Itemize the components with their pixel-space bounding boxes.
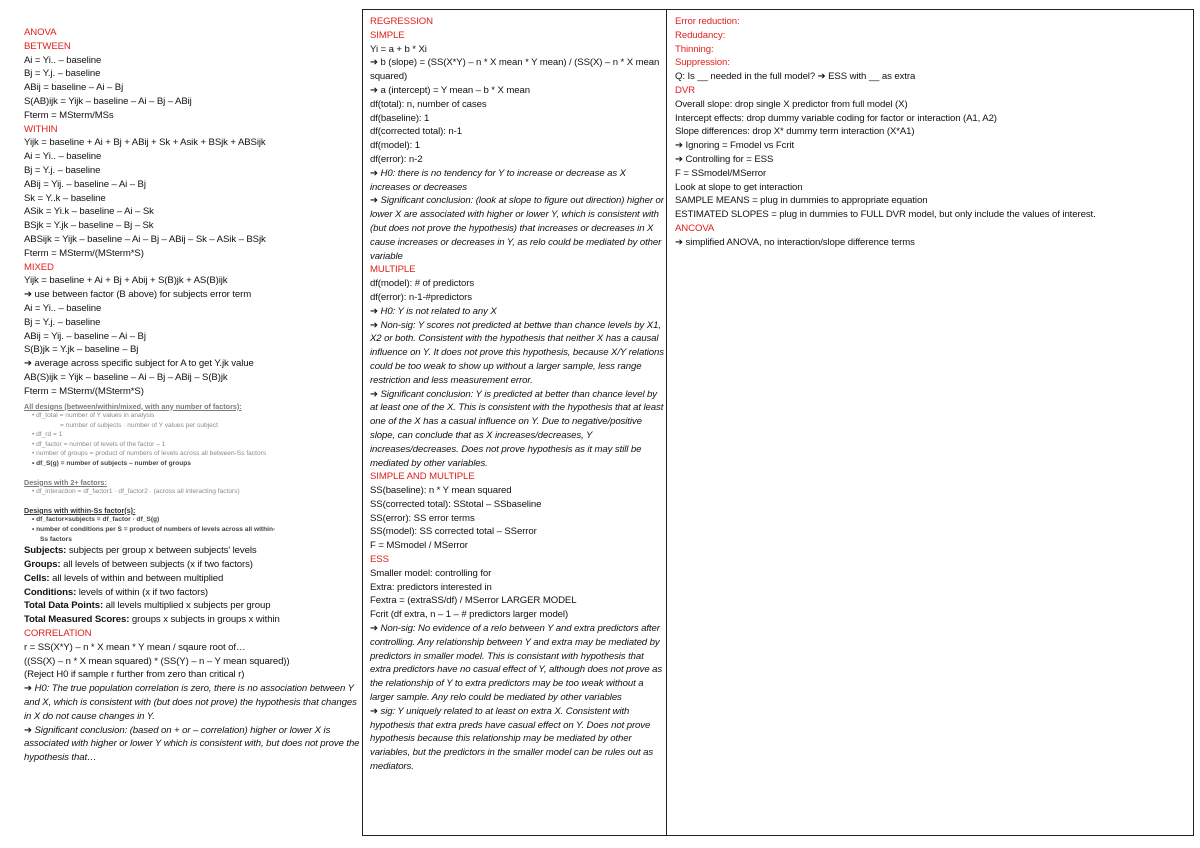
heading-anova: ANOVA: [24, 27, 57, 38]
formula-line: Bj = Y.j. – baseline: [24, 68, 101, 80]
question-line: Q: Is __ needed in the full model? ➔ ESS with __ as extra: [675, 71, 916, 83]
heading-suppression: Suppression:: [675, 57, 730, 69]
formula-line: ➔ Ignoring = Fmodel vs Fcrit: [675, 140, 795, 152]
df-line: • number of conditions per S = product of numbers of levels across all within-: [32, 526, 276, 534]
formula-line: Intercept effects: drop dummy variable coding for factor or interaction (A1, A2): [675, 112, 997, 124]
definition-line: Groups: all levels of between subjects (x if two factors): [24, 559, 253, 571]
definition-line: Conditions: levels of within (x if two factors): [24, 586, 209, 598]
formula-line: Yi = a + b * Xi: [370, 43, 427, 55]
formula-line: ➔ Controlling for = ESS: [675, 153, 774, 165]
heading-dvr: DVR: [675, 84, 695, 96]
formula-line: SAMPLE MEANS = plug in dummies to appropriate equation: [675, 195, 928, 207]
definition-line: Cells: all levels of within and between multiplied: [24, 572, 224, 584]
formula-line: df(error): n-2: [370, 153, 423, 165]
formula-line: SS(model): SS corrected total – SSerror: [370, 526, 537, 538]
formula-line: Bj = Y.j. – baseline: [24, 316, 101, 328]
formula-line: Ai = Yi.. – baseline: [24, 54, 102, 66]
formula-line: ➔ simplified ANOVA, no interaction/slope difference terms: [675, 236, 915, 248]
formula-line: Fextra = (extraSS/df) / MSerror LARGER MODEL: [370, 595, 577, 607]
df-line: • df_factor×subjects = df_factor · df_S(g): [32, 516, 160, 524]
ess-nonsig-paragraph: ➔ Non-sig: No evidence of a relo between Y and extra predictors after controlling. Any relationship between Y and extra may be mediated by predictors in smaller model. This is consistant with hypothesis that extra predictors have no casual effect of Y, although does not prove as the relationship of Y to extra predictors may be too weak without a larger sample. Any relo could be mediated by other variables: [370, 623, 663, 704]
column-dvr: [667, 9, 1194, 836]
corr-h0-paragraph: ➔ H0: The true population correlation is zero, there is no association between Y and X, which is consistent with (but does not prove) the hypothesis that changes in X do not cause changes in Y.: [24, 683, 357, 722]
formula-line: Extra: predictors interested in: [370, 581, 492, 593]
formula-line: ABij = Yij. – baseline – Ai – Bj: [24, 178, 146, 190]
formula-line: Smaller model: controlling for: [370, 567, 492, 579]
multiple-h0-paragraph: ➔ H0: Y is not related to any X: [370, 305, 497, 317]
multiple-nonsig-paragraph: ➔ Non-sig: Y scores not predicted at bettwe than chance levels by X1, X2 or both. Consistent with the hypothesis that neither X has a causal influence on Y. It does not prove this hypothesis, because X/Y relations could be too weak to show up without a larger sample, less range restriction and less measurement error.: [370, 319, 664, 386]
formula-line: ((SS(X) – n * X mean squared) * (SS(Y) – n – Y mean squared)): [24, 655, 290, 667]
formula-line: Ai = Yi.. – baseline: [24, 302, 102, 314]
column-anova: [24, 26, 362, 765]
heading-simple: SIMPLE: [370, 29, 405, 41]
formula-line: Ai = Yi.. – baseline: [24, 151, 102, 163]
formula-line: Sk = Y..k – baseline: [24, 192, 106, 204]
heading-regression: REGRESSION: [370, 16, 433, 27]
df-line: • number of groups = product of numbers of levels across all between-Ss factors: [32, 450, 267, 458]
formula-line: ABSijk = Yijk – baseline – Ai – Bj – ABij – Sk – ASik – BSjk: [24, 233, 266, 245]
formula-line: SS(baseline): n * Y mean squared: [370, 485, 512, 497]
formula-line: ABij = Yij. – baseline – Ai – Bj: [24, 330, 146, 342]
column-regression: [362, 9, 667, 836]
formula-line: ASik = Yi.k – baseline – Ai – Sk: [24, 206, 154, 218]
formula-line: AB(S)ijk = Yijk – baseline – Ai – Bj – ABij – S(B)jk: [24, 371, 228, 383]
heading-ess: ESS: [370, 554, 389, 566]
formula-line: Fterm = MSterm/MSs: [24, 109, 114, 121]
df-line: • df_interaction = df_factor1 · df_factor2 · (across all interacting factors): [32, 488, 240, 496]
formula-line: Overall slope: drop single X predictor from full model (X): [675, 98, 908, 110]
df-two-factor-title: Designs with 2+ factors:: [24, 477, 107, 487]
formula-line: df(baseline): 1: [370, 112, 430, 124]
definition-line: Subjects: subjects per group x between subjects' levels: [24, 545, 257, 557]
heading-mixed: MIXED: [24, 261, 54, 273]
heading-multiple: MULTIPLE: [370, 264, 416, 276]
formula-line: ➔ b (slope) = (SS(X*Y) – n * X mean * Y mean) / (SS(X) – n * X mean squared): [370, 57, 660, 83]
heading-within: WITHIN: [24, 123, 58, 135]
formula-line: BSjk = Y.jk – baseline – Bj – Sk: [24, 220, 154, 232]
formula-line: F = SSmodel/MSerror: [675, 167, 767, 179]
formula-line: (Reject H0 if sample r further from zero than critical r): [24, 669, 245, 681]
formula-line: Slope differences: drop X* dummy term interaction (X*A1): [675, 126, 915, 138]
formula-line: ABij = baseline – Ai – Bj: [24, 82, 124, 94]
formula-line: F = MSmodel / MSerror: [370, 540, 468, 552]
formula-line: Fterm = MSterm/(MSterm*S): [24, 247, 144, 259]
heading-simple-and-multiple: SIMPLE AND MULTIPLE: [370, 471, 475, 483]
formula-line: df(model): # of predictors: [370, 278, 475, 290]
df-line: = number of subjects · number of Y values per subject: [60, 421, 218, 429]
formula-line: ➔ average across specific subject for A to get Y.jk value: [24, 358, 254, 370]
ess-sig-paragraph: ➔ sig: Y uniquely related to at least on extra X. Consistent with hypothesis that extra preds have casual effect on Y. Does not prove hypothesis because this relationship may be mediated by other variables, but the predictors in the smaller model can be rules out as mediators.: [370, 705, 654, 773]
formula-line: Yijk = baseline + Ai + Bj + Abij + S(B)jk + AS(B)ijk: [24, 275, 228, 287]
heading-error-reduction: Error reduction:: [675, 16, 740, 27]
corr-sig-paragraph: ➔ Significant conclusion: (based on + or – correlation) higher or lower X is associated with higher or lower Y which is consistent with, but does not prove the hypothesis that…: [24, 724, 360, 764]
df-line: • df_S(g) = number of subjects – number of groups: [32, 460, 191, 468]
df-within-title: Designs with within-Ss factor(s):: [24, 505, 136, 515]
heading-redundancy: Redudancy:: [675, 29, 726, 41]
heading-thinning: Thinning:: [675, 43, 714, 55]
pasted-df-image: [24, 402, 362, 545]
formula-line: SS(corrected total): SStotal – SSbaseline: [370, 498, 542, 510]
multiple-sig-paragraph: ➔ Significant conclusion: Y is predicted at better than chance level by at least one of the X. This is consistent with the hypothesis that at least one of the X has a casual influence on Y. Due to negative/positive slope, can conclude that as X increases/decreases, Y increases/decreases. Does not prove hypothesis as it may still be mediated by other variables.: [370, 388, 664, 469]
formula-line: Fcrit (df extra, n – 1 – # predictors larger model): [370, 609, 569, 621]
formula-line: Yijk = baseline + Ai + Bj + ABij + Sk + Asik + BSjk + ABSijk: [24, 137, 266, 149]
df-line: Ss factors: [40, 535, 72, 543]
heading-between: BETWEEN: [24, 40, 71, 52]
df-line: • df_rd = 1: [32, 431, 63, 439]
formula-line: df(error): n-1-#predictors: [370, 291, 472, 303]
formula-line: df(corrected total): n-1: [370, 126, 462, 138]
df-line: • df_factor = number of levels of the factor – 1: [32, 440, 166, 448]
df-all-designs-title: All designs (between/within/mixed, with any number of factors):: [24, 401, 242, 411]
formula-line: SS(error): SS error terms: [370, 512, 475, 524]
formula-line: ➔ a (intercept) = Y mean – b * X mean: [370, 84, 530, 96]
formula-line: S(B)jk = Y.jk – baseline – Bj: [24, 344, 139, 356]
formula-line: df(total): n, number of cases: [370, 98, 487, 110]
heading-ancova: ANCOVA: [675, 222, 715, 234]
formula-line: ESTIMATED SLOPES = plug in dummies to FULL DVR model, but only include the values of interest.: [675, 209, 1096, 221]
definition-line: Total Data Points: all levels multiplied x subjects per group: [24, 600, 271, 612]
formula-line: df(model): 1: [370, 140, 420, 152]
simple-sig-paragraph: ➔ Significant conclusion: (look at slope to figure out direction) higher or lower X are associated with higher or lower Y, which is consistent with (but does not prove the hypothesis) that increases or decreases in X cause increases or decreases in Y, as relo could be mediated by other variable: [370, 195, 664, 262]
formula-line: Bj = Y.j. – baseline: [24, 164, 101, 176]
simple-h0-paragraph: ➔ H0: there is no tendency for Y to increase or decrease as X increases or decreases: [370, 167, 626, 193]
formula-line: S(AB)ijk = Yijk – baseline – Ai – Bj – ABij: [24, 95, 192, 107]
formula-line: r = SS(X*Y) – n * X mean * Y mean / sqaure root of…: [24, 641, 246, 653]
formula-line: ➔ use between factor (B above) for subjects error term: [24, 289, 252, 301]
heading-correlation: CORRELATION: [24, 628, 92, 640]
formula-line: Look at slope to get interaction: [675, 181, 803, 193]
df-line: • df_total = number of Y values in analysis: [32, 412, 155, 420]
formula-line: Fterm = MSterm/(MSterm*S): [24, 385, 144, 397]
definition-line: Total Measured Scores: groups x subjects in groups x within: [24, 614, 280, 626]
